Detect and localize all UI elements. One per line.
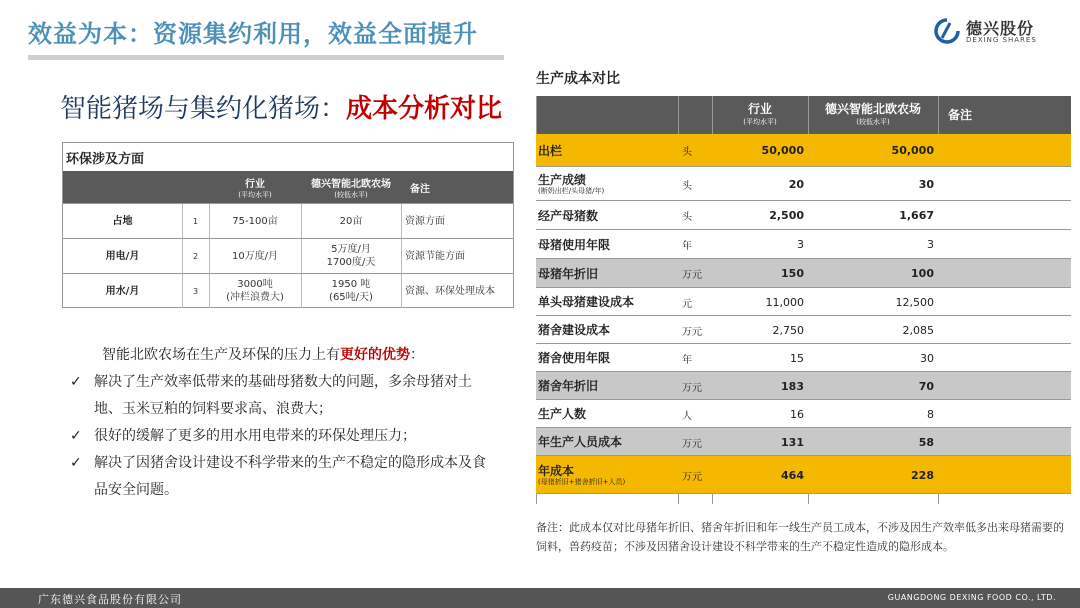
- cost-cell-v2: 2,085: [902, 323, 934, 337]
- env-cell-dexing: 20亩: [339, 215, 363, 227]
- cost-cell-v1: 20: [788, 177, 804, 191]
- cost-cell-v2: 12,500: [895, 295, 934, 309]
- cost-cell-v2: 70: [918, 379, 934, 393]
- cost-header-dexing: 德兴智能北欧农场 (较低水平): [824, 102, 921, 126]
- cost-table-row: [536, 456, 1071, 494]
- env-cell-dexing: 5万度/月 1700度/天: [326, 244, 376, 268]
- title-underline: [28, 55, 504, 60]
- company-logo: [934, 16, 1054, 46]
- cost-table-row: [536, 167, 1071, 201]
- env-cell-no: 3: [192, 286, 199, 296]
- cost-table-note: 备注：此成本仅对比母猪年折旧、猪舍年折旧和年一线生产员工成本，不涉及因生产效率低多出来母猪需要的饲料，兽药疫苗；不涉及因猪舍设计建设不科学带来的生产不稳定性造成的隐形成本。: [536, 521, 1064, 553]
- cost-cell-name: 年生产人员成本: [538, 435, 623, 449]
- cost-table-row: [536, 259, 1071, 288]
- cost-table-row: [536, 201, 1071, 230]
- cost-cell-name: 经产母猪数: [538, 208, 599, 223]
- cost-cell-v1: 2,750: [772, 323, 804, 337]
- env-cell-industry: 10万度/月: [231, 250, 279, 262]
- env-header-note: 备注: [410, 184, 430, 195]
- cost-cell-v2: 50,000: [891, 144, 934, 157]
- cost-cell-v1: 464: [781, 468, 804, 482]
- env-header-industry: 行业 (平均水平): [238, 179, 272, 199]
- footer-company-cn: 广东德兴食品股份有限公司: [38, 593, 182, 606]
- env-cell-no: 2: [192, 251, 199, 261]
- cost-cell-v1: 50,000: [761, 144, 804, 157]
- cost-cell-v2: 3: [927, 238, 934, 251]
- env-cell-note: 资源节能方面: [405, 250, 465, 262]
- logo-name-cn: 德兴股份: [966, 19, 1035, 38]
- cost-cell-unit: 头: [682, 147, 692, 158]
- cost-cell-unit: 万元: [682, 382, 702, 394]
- cost-table-row: [536, 344, 1071, 372]
- cost-table-row: [536, 230, 1071, 259]
- cost-table-row: [536, 288, 1071, 316]
- cost-cell-name: 猪舍使用年限: [538, 351, 611, 365]
- cost-cell-name: 生产成绩 (断奶出栏/头母猪/年): [538, 172, 605, 195]
- cost-cell-unit: 年: [682, 354, 692, 366]
- env-cell-name: 用水/月: [105, 285, 140, 297]
- env-table-row: [63, 238, 513, 273]
- cost-header-note: 备注: [947, 108, 972, 122]
- cost-cell-name: 母猪使用年限: [538, 237, 611, 252]
- cost-cell-name: 年成本 (母猪折旧+猪舍折旧+人员): [538, 463, 626, 486]
- cost-cell-v2: 30: [918, 177, 934, 191]
- checkmark-icon: ✓: [70, 455, 82, 471]
- cost-cell-v2: 100: [911, 267, 934, 280]
- cost-cell-v2: 30: [920, 351, 934, 365]
- env-cell-industry: 75-100亩: [232, 215, 278, 227]
- env-table-row: [63, 203, 513, 238]
- footer-bar: [0, 588, 1080, 608]
- env-cell-no: 1: [192, 216, 199, 226]
- logo-mark-icon: [934, 18, 960, 44]
- environment-table-title: 环保涉及方面: [66, 152, 145, 167]
- cost-cell-name: 单头母猪建设成本: [538, 295, 635, 309]
- cost-cell-name: 出栏: [538, 143, 563, 158]
- cost-cell-v1: 11,000: [765, 295, 804, 309]
- cost-cell-v1: 15: [790, 351, 804, 365]
- advantage-item: ✓ 解决了因猪舍设计建设不科学带来的生产不稳定的隐形成本及食品安全问题。: [70, 450, 490, 504]
- cost-cell-unit: 年: [682, 241, 692, 252]
- advantage-item: ✓ 很好的缓解了更多的用水用电带来的环保处理压力；: [70, 423, 490, 450]
- cost-cell-v1: 16: [790, 407, 804, 421]
- cost-table-row: [536, 428, 1071, 456]
- environment-table: [62, 142, 514, 308]
- cost-cell-v1: 2,500: [769, 209, 804, 222]
- cost-cell-v1: 131: [781, 435, 804, 449]
- advantages-intro: 智能北欧农场在生产及环保的压力上有更好的优势：: [102, 347, 424, 363]
- checkmark-icon: ✓: [70, 374, 82, 390]
- cost-table-title: 生产成本对比: [536, 71, 620, 87]
- environment-table-header: [63, 171, 513, 203]
- cost-cell-name: 母猪年折旧: [538, 266, 599, 281]
- cost-table-row: [536, 316, 1071, 344]
- env-cell-note: 资源方面: [405, 215, 445, 227]
- env-cell-industry: 3000吨 (冲栏浪费大): [226, 279, 284, 303]
- env-table-row: [63, 273, 513, 308]
- cost-cell-v2: 8: [927, 407, 934, 421]
- cost-cell-unit: 头: [682, 180, 692, 192]
- cost-cell-unit: 万元: [682, 326, 702, 338]
- advantage-item: ✓ 解决了生产效率低带来的基础母猪数大的问题，多余母猪对土地、玉米豆粕的饲料要求高、浪费大；: [70, 369, 490, 423]
- env-cell-name: 占地: [112, 215, 133, 227]
- cost-table-row: [536, 400, 1071, 428]
- advantages-block: [70, 342, 490, 504]
- cost-cell-unit: 元: [682, 298, 692, 310]
- cost-cell-unit: 人: [682, 410, 692, 422]
- cost-cell-name: 猪舍年折旧: [538, 379, 599, 393]
- cost-cell-unit: 万元: [682, 438, 702, 450]
- cost-cell-unit: 万元: [682, 270, 702, 281]
- env-cell-note: 资源、环保处理成本: [405, 285, 495, 297]
- cost-cell-v2: 58: [918, 435, 934, 449]
- section-heading-emphasis: 成本分析对比: [346, 94, 503, 124]
- section-heading: [60, 88, 502, 125]
- checkmark-icon: ✓: [70, 428, 82, 444]
- slide-title: 效益为本：资源集约利用，效益全面提升: [28, 20, 478, 48]
- cost-cell-v1: 183: [781, 379, 804, 393]
- cost-cell-v2: 1,667: [899, 209, 934, 222]
- cost-cell-unit: 头: [682, 212, 692, 223]
- cost-table-header: [536, 96, 1071, 134]
- logo-name-en: DEXING SHARES: [966, 36, 1037, 44]
- env-cell-dexing: 1950 吨 (65吨/天): [329, 279, 373, 303]
- cost-header-industry: 行业 (平均水平): [743, 102, 777, 126]
- section-heading-part1: 智能猪场与集约化猪场：: [60, 94, 347, 124]
- cost-cell-v1: 150: [781, 267, 804, 280]
- cost-cell-v1: 3: [797, 238, 804, 251]
- env-cell-name: 用电/月: [105, 250, 140, 262]
- cost-cell-name: 生产人数: [538, 407, 587, 421]
- footer-company-en: GUANGDONG DEXING FOOD CO., LTD.: [887, 593, 1056, 602]
- cost-table-row: [536, 372, 1071, 400]
- advantages-emphasis: 更好的优势: [340, 347, 410, 363]
- cost-cell-unit: 万元: [682, 471, 702, 483]
- cost-cell-name: 猪舍建设成本: [538, 323, 611, 337]
- cost-table-row: [536, 134, 1071, 167]
- env-header-dexing: 德兴智能北欧农场 (较低水平): [311, 179, 391, 199]
- cost-cell-v2: 228: [911, 468, 934, 482]
